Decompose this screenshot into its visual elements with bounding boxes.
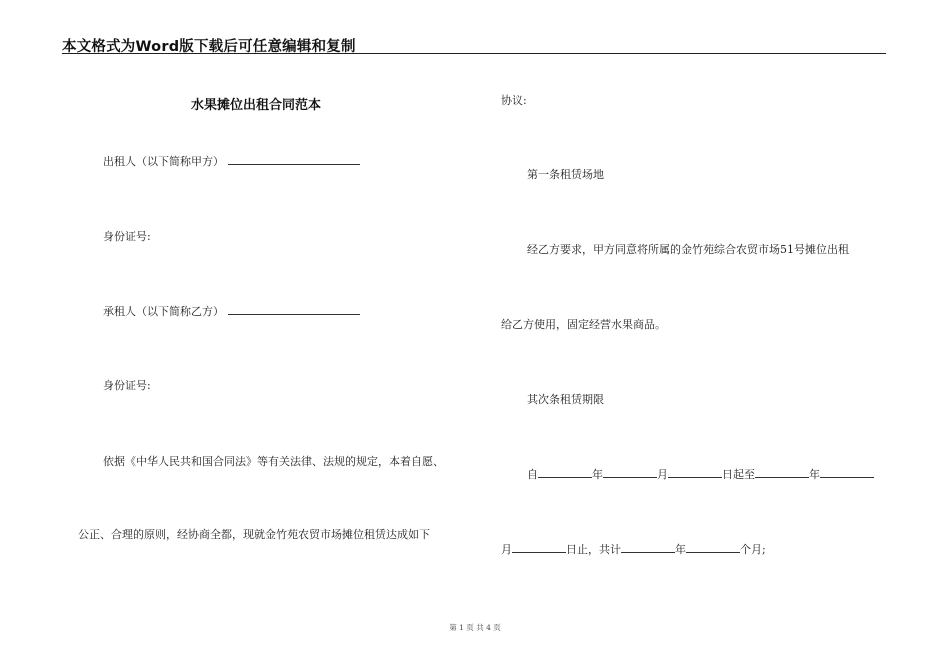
term-day-to: 日止，共计 (566, 543, 621, 556)
term-line-2 (501, 542, 766, 557)
term-year-unit-3: 年 (675, 543, 686, 556)
term-end-day-blank (512, 542, 566, 553)
term-start-month-blank (603, 467, 657, 478)
term-end-month-blank (820, 467, 874, 478)
term-total-years-blank (621, 542, 675, 553)
lessor-name-blank (228, 154, 360, 165)
article-2-heading: 其次条租赁期限 (527, 393, 604, 406)
document-title: 水果摊位出租合同范本 (191, 98, 322, 113)
term-end-year-blank (755, 467, 809, 478)
lessee-id-label: 身份证号: (103, 379, 151, 392)
document-banner: 本文格式为Word版下载后可任意编辑和复制 (62, 39, 356, 55)
term-from-prefix: 自 (527, 468, 538, 481)
term-months-suffix: 个月; (740, 543, 766, 556)
term-year-unit: 年 (592, 468, 603, 481)
term-line-1 (527, 467, 874, 482)
article-1-heading: 第一条租赁场地 (527, 168, 604, 181)
term-month-unit: 月 (657, 468, 668, 481)
lessee-line (103, 304, 360, 319)
term-start-day-blank (668, 467, 722, 478)
article-1-paragraph-line-2: 给乙方使用，固定经营水果商品。 (501, 318, 666, 331)
basis-paragraph-line-2: 公正、合理的原则，经协商全都，现就金竹苑农贸市场摊位租赁达成如下 (78, 528, 430, 541)
page-number-footer: 第 1 页 共 4 页 (449, 623, 501, 632)
term-month-unit-2: 月 (501, 543, 512, 556)
term-start-year-blank (538, 467, 592, 478)
banner-divider (62, 53, 886, 54)
term-total-months-blank (686, 542, 740, 553)
lessee-name-blank (228, 304, 360, 315)
basis-paragraph-line-1: 依据《中华人民共和国合同法》等有关法律、法规的规定，本着自愿、 (103, 455, 444, 468)
article-1-paragraph-line-1: 经乙方要求，甲方同意将所属的金竹苑综合农贸市场51号摊位出租 (527, 243, 849, 256)
term-year-unit-2: 年 (809, 468, 820, 481)
lessor-id-label: 身份证号: (103, 230, 151, 243)
lessee-label: 承租人（以下简称乙方） (103, 305, 224, 318)
lessor-line (103, 154, 360, 169)
agreement-label: 协议: (501, 94, 527, 107)
lessor-label: 出租人（以下简称甲方） (103, 155, 224, 168)
term-day-from: 日起至 (722, 468, 755, 481)
